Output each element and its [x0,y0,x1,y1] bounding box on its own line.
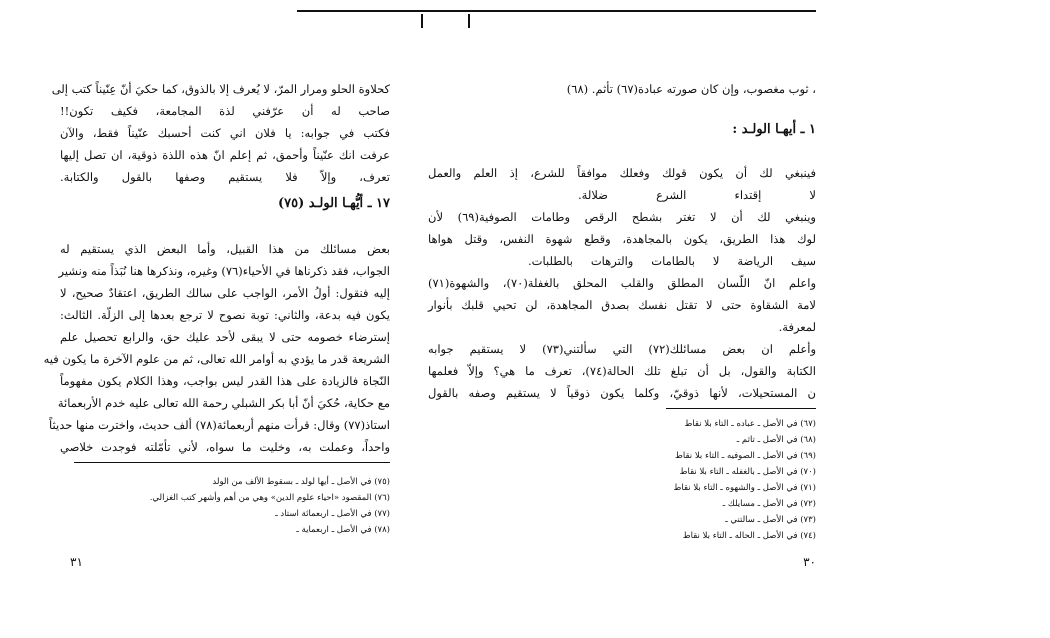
body-line: عرفت انك عنّيناً وأحمق، ثم إعلم انّ هذه اللذة ذوقية، ان تصل إليها [60,148,390,162]
body-line: لمعرفة. [778,320,816,334]
footnote: (٧٤) في الأصل ـ الحاله ـ التاء بلا نقاط [682,531,816,541]
right-page [428,0,816,638]
section-heading: ١٧ ـ أيُّهـا الولـد (٧٥) [277,196,390,211]
body-line: واحداً، وعملت به، وخليت ما سواه، لأني تأمّلته فوجدت خلاصي [60,440,390,454]
body-line: الجواب، فقد ذكرناها في الأحياء(٧٦) وغيره، ونذكرها هنا نُبَذاً منه ونشير [58,264,390,278]
footnote: (٧٥) في الأصل ـ أيها لولد ـ بسقوط الألف من الولد [212,477,390,487]
page-number: ٣١ [70,555,83,569]
footnote: (٧٠) في الأصل ـ بالغفله ـ التاء بلا نقاط [679,467,816,477]
footnote: (٦٨) في الأصل ـ تاثم ـ [736,435,816,445]
footnote: (٧٦) المقصود «احياء علوم الدين» وهي من أهم وأشهر كتب الغزالي. [149,493,390,503]
body-line: الشريعة قدر ما يؤدي به أوامر الله تعالى، ثم من علوم الآخرة ما يكون فيه [43,352,390,366]
body-line: لامة الشقاوة حتى لا تقتل نفسك بصدق المجاهدة، لن تحيي قلبك بأنوار [428,298,816,312]
body-line: النّجاة فالزيادة على هذا القدر ليس بواجب، وهذا الكلام يكون مفهوماً [60,374,390,388]
body-line: كحلاوة الحلو ومرار المرّ، لا يُعرف إلا بالذوق، كما حكيَ أنّ عِنّيناً كتب إلى [51,82,390,96]
body-line: مع حكاية، حُكيَ أنّ أبا بكر الشبلي رحمة الله تعالى عليه خدم الأربعمائة [57,396,390,410]
footnote: (٧٢) في الأصل ـ مسايلك ـ [722,499,816,509]
body-line: صاحب له أن عرّفني لذة المجامعة، فكيف تكون!! [60,104,390,118]
footnote: (٧٧) في الأصل ـ اربعمائة استاد ـ [275,509,390,519]
section-heading: ١ ـ أيهـا الولـد : [732,122,816,137]
top-tick-mark [421,14,423,28]
body-line: إليه فنقول: أولُ الأمر، الواجب على سالك الطريق، اعتقادٌ صحيح، لا [60,286,390,300]
footnote-rule [666,408,816,409]
body-line: فينبغي لك أن يكون قولك وفعلك موافقاً للشرع، إذ العلم والعمل [428,166,816,180]
body-line: إسترضاء خصومه حتى لا يبقى لأحد عليك حق، والرابع تحصيل علم [60,330,390,344]
body-line: الكتابة والقول، بل أن تبلغ تلك الحالة(٧٤)، تعرف ما هي؟ وإلاّ فعلمها [428,364,816,378]
footnote: (٧١) في الأصل ـ والشهوه ـ التاء بلا نقاط [673,483,816,493]
body-line: فكتب في جوابه: يا فلان اني كنت أحسبك عنّيناً فقط، والآن [60,126,390,140]
body-line: يكون فيه بدعة، والثاني: توبة نصوح لا ترجع بعدها إلى الزلّة. الثالث: [60,308,390,322]
body-line: وأعلم ان بعض مسائلك(٧٢) التي سألتني(٧٣) لا يستقيم جوابه [428,342,817,356]
left-page [43,0,390,638]
body-line: تعرف، وإلاّ فلا يستقيم وصفها بالقول والكتابة. [60,170,390,184]
footnote: (٧٣) في الأصل ـ سالتني ـ [725,515,816,525]
body-line: ، ثوب مغصوب، وإن كان صورته عبادة(٦٧) تأثم. (٦٨) [566,82,816,96]
body-line: ن المستحيلات، لأنها ذوقيّ، وكلما يكون ذوقياً لا يستقيم وصفه بالقول [428,386,816,400]
body-line: لوك هذا الطريق، يكون بالمجاهدة، وقطع شهوة النفس، وقتل هواها [428,232,816,246]
footnote: (٧٨) في الأصل ـ اربعماية ـ [296,525,390,535]
footnote: (٦٩) في الأصل ـ الصوفيه ـ التاء بلا نقاط [675,451,816,461]
body-line: واعلم انّ اللّسان المطلق والقلب المحلق بالغفلة(٧٠)، والشهوة(٧١) [428,276,816,290]
body-line: وينبغي لك أن لا تغتر بشطح الرقص وطامات الصوفية(٦٩) لأن [428,210,816,224]
footnote-rule [74,462,390,463]
body-line: استاذ(٧٧) وقال: قرأت منهم أربعمائة(٧٨) ألف حديث، واخترت منها حديثاً [49,418,390,432]
body-line: بعض مسائلك من هذا القبيل، وأما البعض الذي يستقيم له [60,242,390,256]
footnote: (٦٧) في الأصل ـ عباده ـ التاء بلا نقاط [684,419,816,429]
body-line: سيف الرياضة لا بالطامات والترهات بالطلبات. [528,254,816,268]
page-number: ٣٠ [803,555,816,569]
body-line: لا إقتداء الشرع ضلالة. [578,188,816,202]
